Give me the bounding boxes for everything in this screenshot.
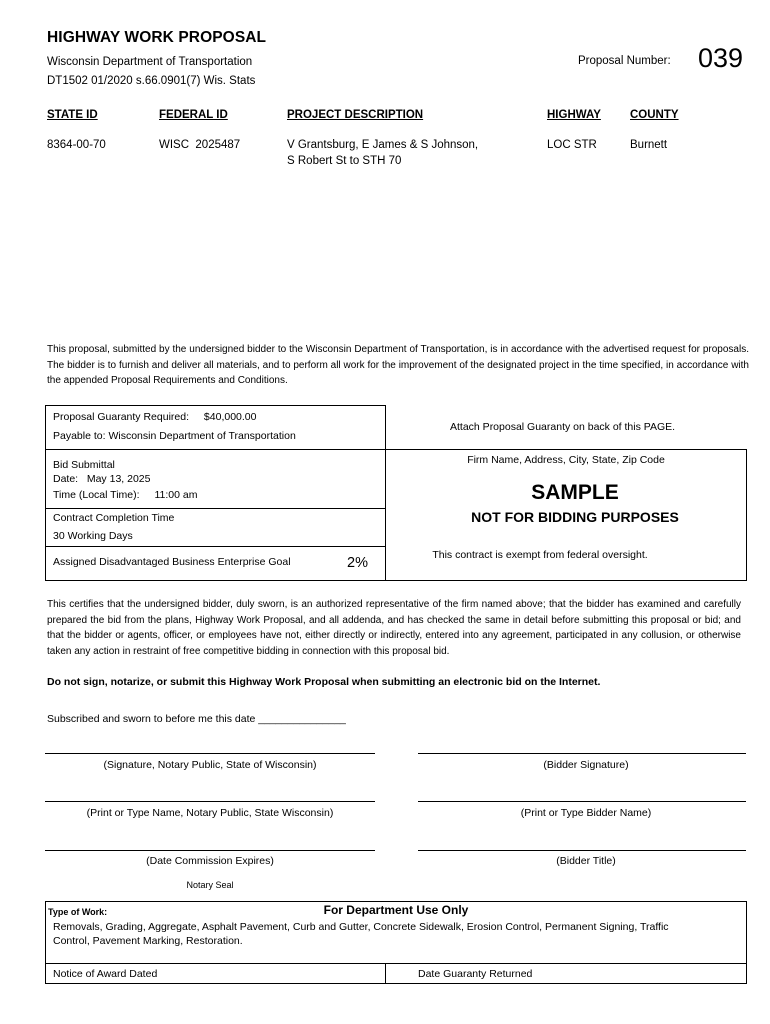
guaranty-amount: $40,000.00: [203, 411, 257, 423]
notice-of-award-label: Notice of Award Dated: [53, 968, 158, 980]
divider: [45, 508, 386, 509]
bid-time-label: Time (Local Time):: [53, 489, 140, 501]
bidder-name-line[interactable]: [418, 801, 746, 802]
certification-paragraph: This certifies that the undersigned bidder, duly sworn, is an authorized representative of the firm named above; that the bidder has examined and carefully prepared the bid from the plans, Highway Work Proposal, and all addenda, and has checked the same in detail before submitting this proposal or bid; and that the bidder or agents, officer, or employees have not, either directly or indirectly, entered into any agreement, participated in any collusion, or otherwise taken any action in restraint of free competitive bidding in connection with this proposal bid.: [47, 599, 741, 657]
commission-expires-line[interactable]: [45, 850, 375, 851]
completion-label: Contract Completion Time: [53, 512, 175, 524]
attach-guaranty-note: Attach Proposal Guaranty on back of this PAGE.: [450, 421, 676, 433]
electronic-bid-warning: Do not sign, notarize, or submit this Highway Work Proposal when submitting an electronic bid on the Internet.: [47, 676, 601, 688]
col-project-description: PROJECT DESCRIPTION: [287, 109, 424, 121]
department-name: Wisconsin Department of Transportation: [47, 56, 253, 68]
guaranty-returned-label: Date Guaranty Returned: [418, 968, 533, 980]
project-description-value: [287, 137, 478, 169]
not-for-bidding: NOT FOR BIDDING PURPOSES: [471, 509, 679, 525]
notary-signature-line[interactable]: [45, 753, 375, 754]
work-types-line-1: Removals, Grading, Aggregate, Asphalt Pavement, Curb and Gutter, Concrete Sidewalk, Erosion Control, Permanent Signing, Traffic: [53, 921, 669, 933]
bid-submittal-label: Bid Submittal: [53, 459, 115, 471]
description-line-1: V Grantsburg, E James & S Johnson,: [287, 139, 479, 151]
type-of-work-label: Type of Work:: [48, 907, 108, 917]
notary-name-line[interactable]: [45, 801, 375, 802]
bidder-signature-label: (Bidder Signature): [543, 759, 629, 771]
completion-value: 30 Working Days: [53, 530, 133, 542]
department-use-heading: For Department Use Only: [323, 903, 469, 917]
intro-paragraph: This proposal, submitted by the undersigned bidder to the Wisconsin Department of Transportation, is in accordance with the advertised request for proposals. The bidder is to furnish and deliver all materials, and to perform all work for the improvement of the designated project in the time specified, in accordance with the appended Proposal Requirements and Conditions.: [47, 344, 749, 386]
bid-submittal-date: Date: May 13, 2025: [53, 473, 151, 485]
guaranty-required-label: Proposal Guaranty Required:: [53, 411, 189, 423]
sample-watermark: SAMPLE: [531, 481, 619, 504]
firm-label: Firm Name, Address, City, State, Zip Code: [467, 454, 665, 466]
col-federal-id: FEDERAL ID: [159, 109, 228, 121]
bidder-name-label: (Print or Type Bidder Name): [520, 807, 652, 819]
dbe-goal-value: 2%: [347, 555, 368, 571]
guaranty-payable: Payable to: Wisconsin Department of Transportation: [53, 430, 296, 442]
form-title: HIGHWAY WORK PROPOSAL: [47, 29, 267, 46]
bidder-title-label: (Bidder Title): [556, 855, 616, 867]
guaranty-required: [53, 411, 256, 423]
subscribed-sworn: Subscribed and sworn to before me this date _______________: [47, 713, 346, 725]
bidder-signature-line[interactable]: [418, 753, 746, 754]
commission-expires-label: (Date Commission Expires): [146, 855, 274, 867]
divider: [45, 546, 386, 547]
bid-time-value: 11:00 am: [154, 489, 198, 501]
proposal-number-label: Proposal Number:: [578, 55, 671, 67]
bidder-title-line[interactable]: [418, 850, 746, 851]
notary-name-label: (Print or Type Name, Notary Public, State Wisconsin): [86, 807, 334, 819]
col-highway: HIGHWAY: [547, 109, 601, 121]
divider: [385, 963, 386, 984]
bid-submittal-time: [53, 489, 197, 501]
notary-signature-label: (Signature, Notary Public, State of Wisconsin): [103, 759, 317, 771]
description-line-2: S Robert St to STH 70: [287, 155, 402, 167]
divider: [45, 449, 386, 450]
highway-value: LOC STR: [547, 139, 597, 151]
divider: [45, 963, 747, 964]
county-value: Burnett: [630, 139, 668, 151]
work-types-line-2: Control, Pavement Marking, Restoration.: [53, 935, 243, 947]
notary-seal-label: Notary Seal: [186, 880, 234, 890]
form-reference: DT1502 01/2020 s.66.0901(7) Wis. Stats: [47, 75, 256, 87]
federal-oversight-note: This contract is exempt from federal oversight.: [432, 549, 648, 561]
col-state-id: STATE ID: [47, 109, 98, 121]
col-county: COUNTY: [630, 109, 679, 121]
state-id-value: 8364-00-70: [47, 139, 106, 151]
federal-id-value: WISC 2025487: [159, 139, 241, 151]
dbe-goal-label: Assigned Disadvantaged Business Enterprise Goal: [53, 556, 291, 568]
proposal-number: 039: [698, 43, 744, 73]
